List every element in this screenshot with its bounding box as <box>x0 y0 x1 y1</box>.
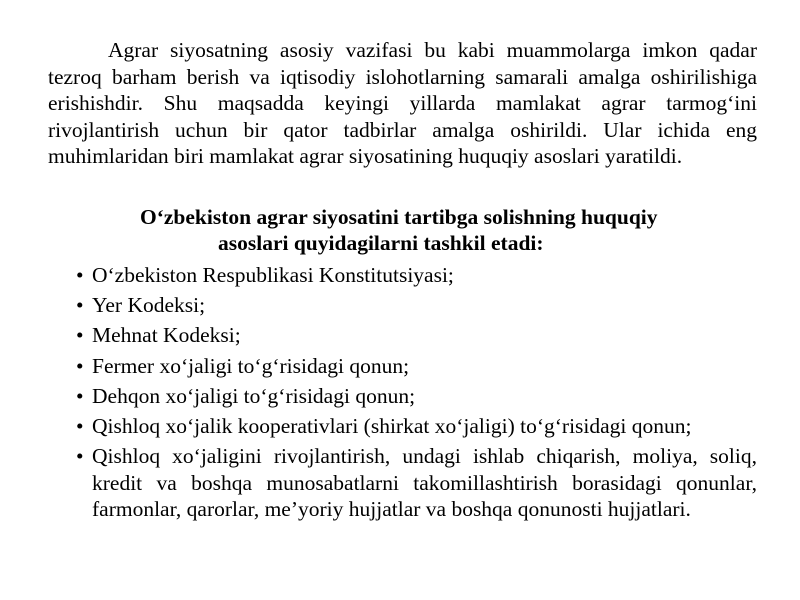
bullet-icon: • <box>76 293 84 318</box>
list-item-text: Yer Kodeksi; <box>92 293 206 318</box>
bullet-icon: • <box>76 353 84 378</box>
list-item <box>76 443 757 523</box>
section-heading <box>140 204 760 256</box>
list-item-text: Qishloq xo‘jalik kooperativlari (shirkat xo‘jaligi) to‘g‘risidagi qonun; <box>92 413 692 438</box>
bullet-icon: • <box>76 383 84 408</box>
list-item-text: Fermer xo‘jaligi to‘g‘risidagi qonun; <box>92 353 410 378</box>
list-item <box>76 413 757 440</box>
intro-paragraph: Agrar siyosatning asosiy vazifasi bu kabi muammolarga imkon qadar tezroq barham berish va iqtisodiy islohotlarning samarali amalga oshirilishiga erishishdir. Shu maqsadda keyingi yillarda mamlakat agrar tarmog‘ini rivojlantirish uchun bir qator tadbirlar amalga oshirildi. Ular ichida eng muhimlaridan biri mamlakat agrar siyosatining huquqiy asoslari yaratildi. <box>48 38 757 169</box>
list-item <box>76 292 757 319</box>
list-item-text: Mehnat Kodeksi; <box>92 323 241 348</box>
section-heading-line1: O‘zbekiston agrar siyosatini tartibga solishning huquqiy <box>140 205 658 229</box>
bullet-icon: • <box>76 413 84 438</box>
list-item <box>76 262 757 289</box>
list-item-text: Dehqon xo‘jaligi to‘g‘risidagi qonun; <box>92 383 416 408</box>
list-item-text: Qishloq xo‘jaligini rivojlantirish, undagi ishlab chiqarish, moliya, soliq, kredit va boshqa munosabatlarni takomillashtirish borasidagi qonunlar, farmonlar, qarorlar, me’yoriy hujjatlar va boshqa qonunosti hujjatlari. <box>92 444 757 522</box>
list-item <box>76 322 757 349</box>
bullet-icon: • <box>76 323 84 348</box>
list-item <box>76 353 757 380</box>
legal-basis-list <box>76 262 757 527</box>
bullet-icon: • <box>76 263 84 287</box>
bullet-icon: • <box>76 444 84 469</box>
section-heading-line2: asoslari quyidagilarni tashkil etadi: <box>218 231 544 255</box>
list-item <box>76 383 757 410</box>
list-item-text: O‘zbekiston Respublikasi Konstitutsiyasi; <box>92 263 454 287</box>
